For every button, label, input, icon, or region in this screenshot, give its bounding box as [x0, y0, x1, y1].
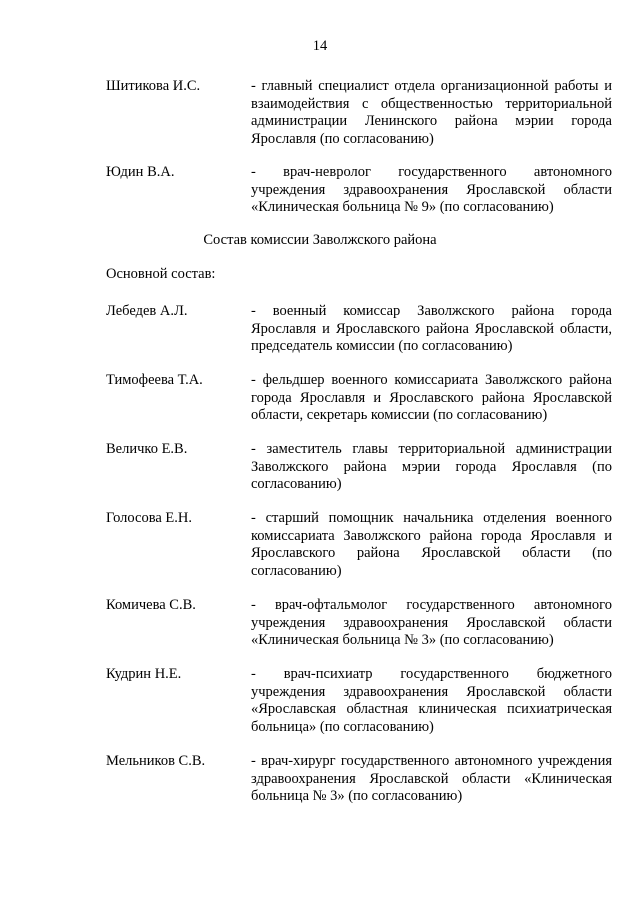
- member-name: Кудрин Н.Е.: [106, 666, 182, 682]
- member-name: Величко Е.В.: [106, 441, 188, 457]
- member-description: - врач-психиатр государственного бюджетного учреждения здравоохранения Ярославской области «Ярославская областная клиническая психиатрическая больница» (по согласованию): [251, 666, 612, 735]
- member-name: Лебедев А.Л.: [106, 303, 188, 319]
- member-entry: [106, 753, 612, 806]
- member-name: Мельников С.В.: [106, 753, 206, 769]
- member-description: - фельдшер военного комиссариата Заволжского района города Ярославля и Ярославского района Ярославской области, секретарь комиссии (по согласованию): [251, 372, 612, 424]
- member-description: - старший помощник начальника отделения военного комиссариата Заволжского района города Ярославля и Ярославского района Ярославской области (по согласованию): [251, 510, 612, 579]
- page-number: 14: [312, 38, 328, 54]
- member-entry: [106, 441, 612, 494]
- member-entry: [106, 303, 612, 356]
- member-description: - врач-хирург государственного автономного учреждения здравоохранения Ярославской области «Клиническая больница № 3» (по согласованию): [251, 753, 612, 805]
- member-description: - заместитель главы территориальной администрации Заволжского района мэрии города Ярославля (по согласованию): [251, 441, 612, 493]
- section-title: Состав комиссии Заволжского района: [203, 232, 437, 248]
- member-name: Голосова Е.Н.: [106, 510, 192, 526]
- member-description: - врач-офтальмолог государственного автономного учреждения здравоохранения Ярославской области «Клиническая больница № 3» (по согласованию): [251, 597, 612, 649]
- member-name: Шитикова И.С.: [106, 78, 201, 94]
- member-name: Тимофеева Т.А.: [106, 372, 203, 388]
- member-description: - главный специалист отдела организационной работы и взаимодействия с общественностью территориальной администрации Ленинского района мэрии города Ярославля (по согласованию): [251, 78, 612, 147]
- member-name: Юдин В.А.: [106, 164, 175, 180]
- member-entry: [106, 78, 612, 148]
- member-entry: [106, 372, 612, 425]
- member-entry: [106, 164, 612, 217]
- subheading: Основной состав:: [106, 266, 216, 282]
- member-entry: [106, 510, 612, 580]
- member-description: - военный комиссар Заволжского района города Ярославля и Ярославского района Ярославской области, председатель комиссии (по согласованию): [251, 303, 612, 355]
- member-entry: [106, 597, 612, 650]
- member-name: Комичева С.В.: [106, 597, 196, 613]
- member-entry: [106, 666, 612, 736]
- member-description: - врач-невролог государственного автономного учреждения здравоохранения Ярославской области «Клиническая больница № 9» (по согласованию): [251, 164, 612, 216]
